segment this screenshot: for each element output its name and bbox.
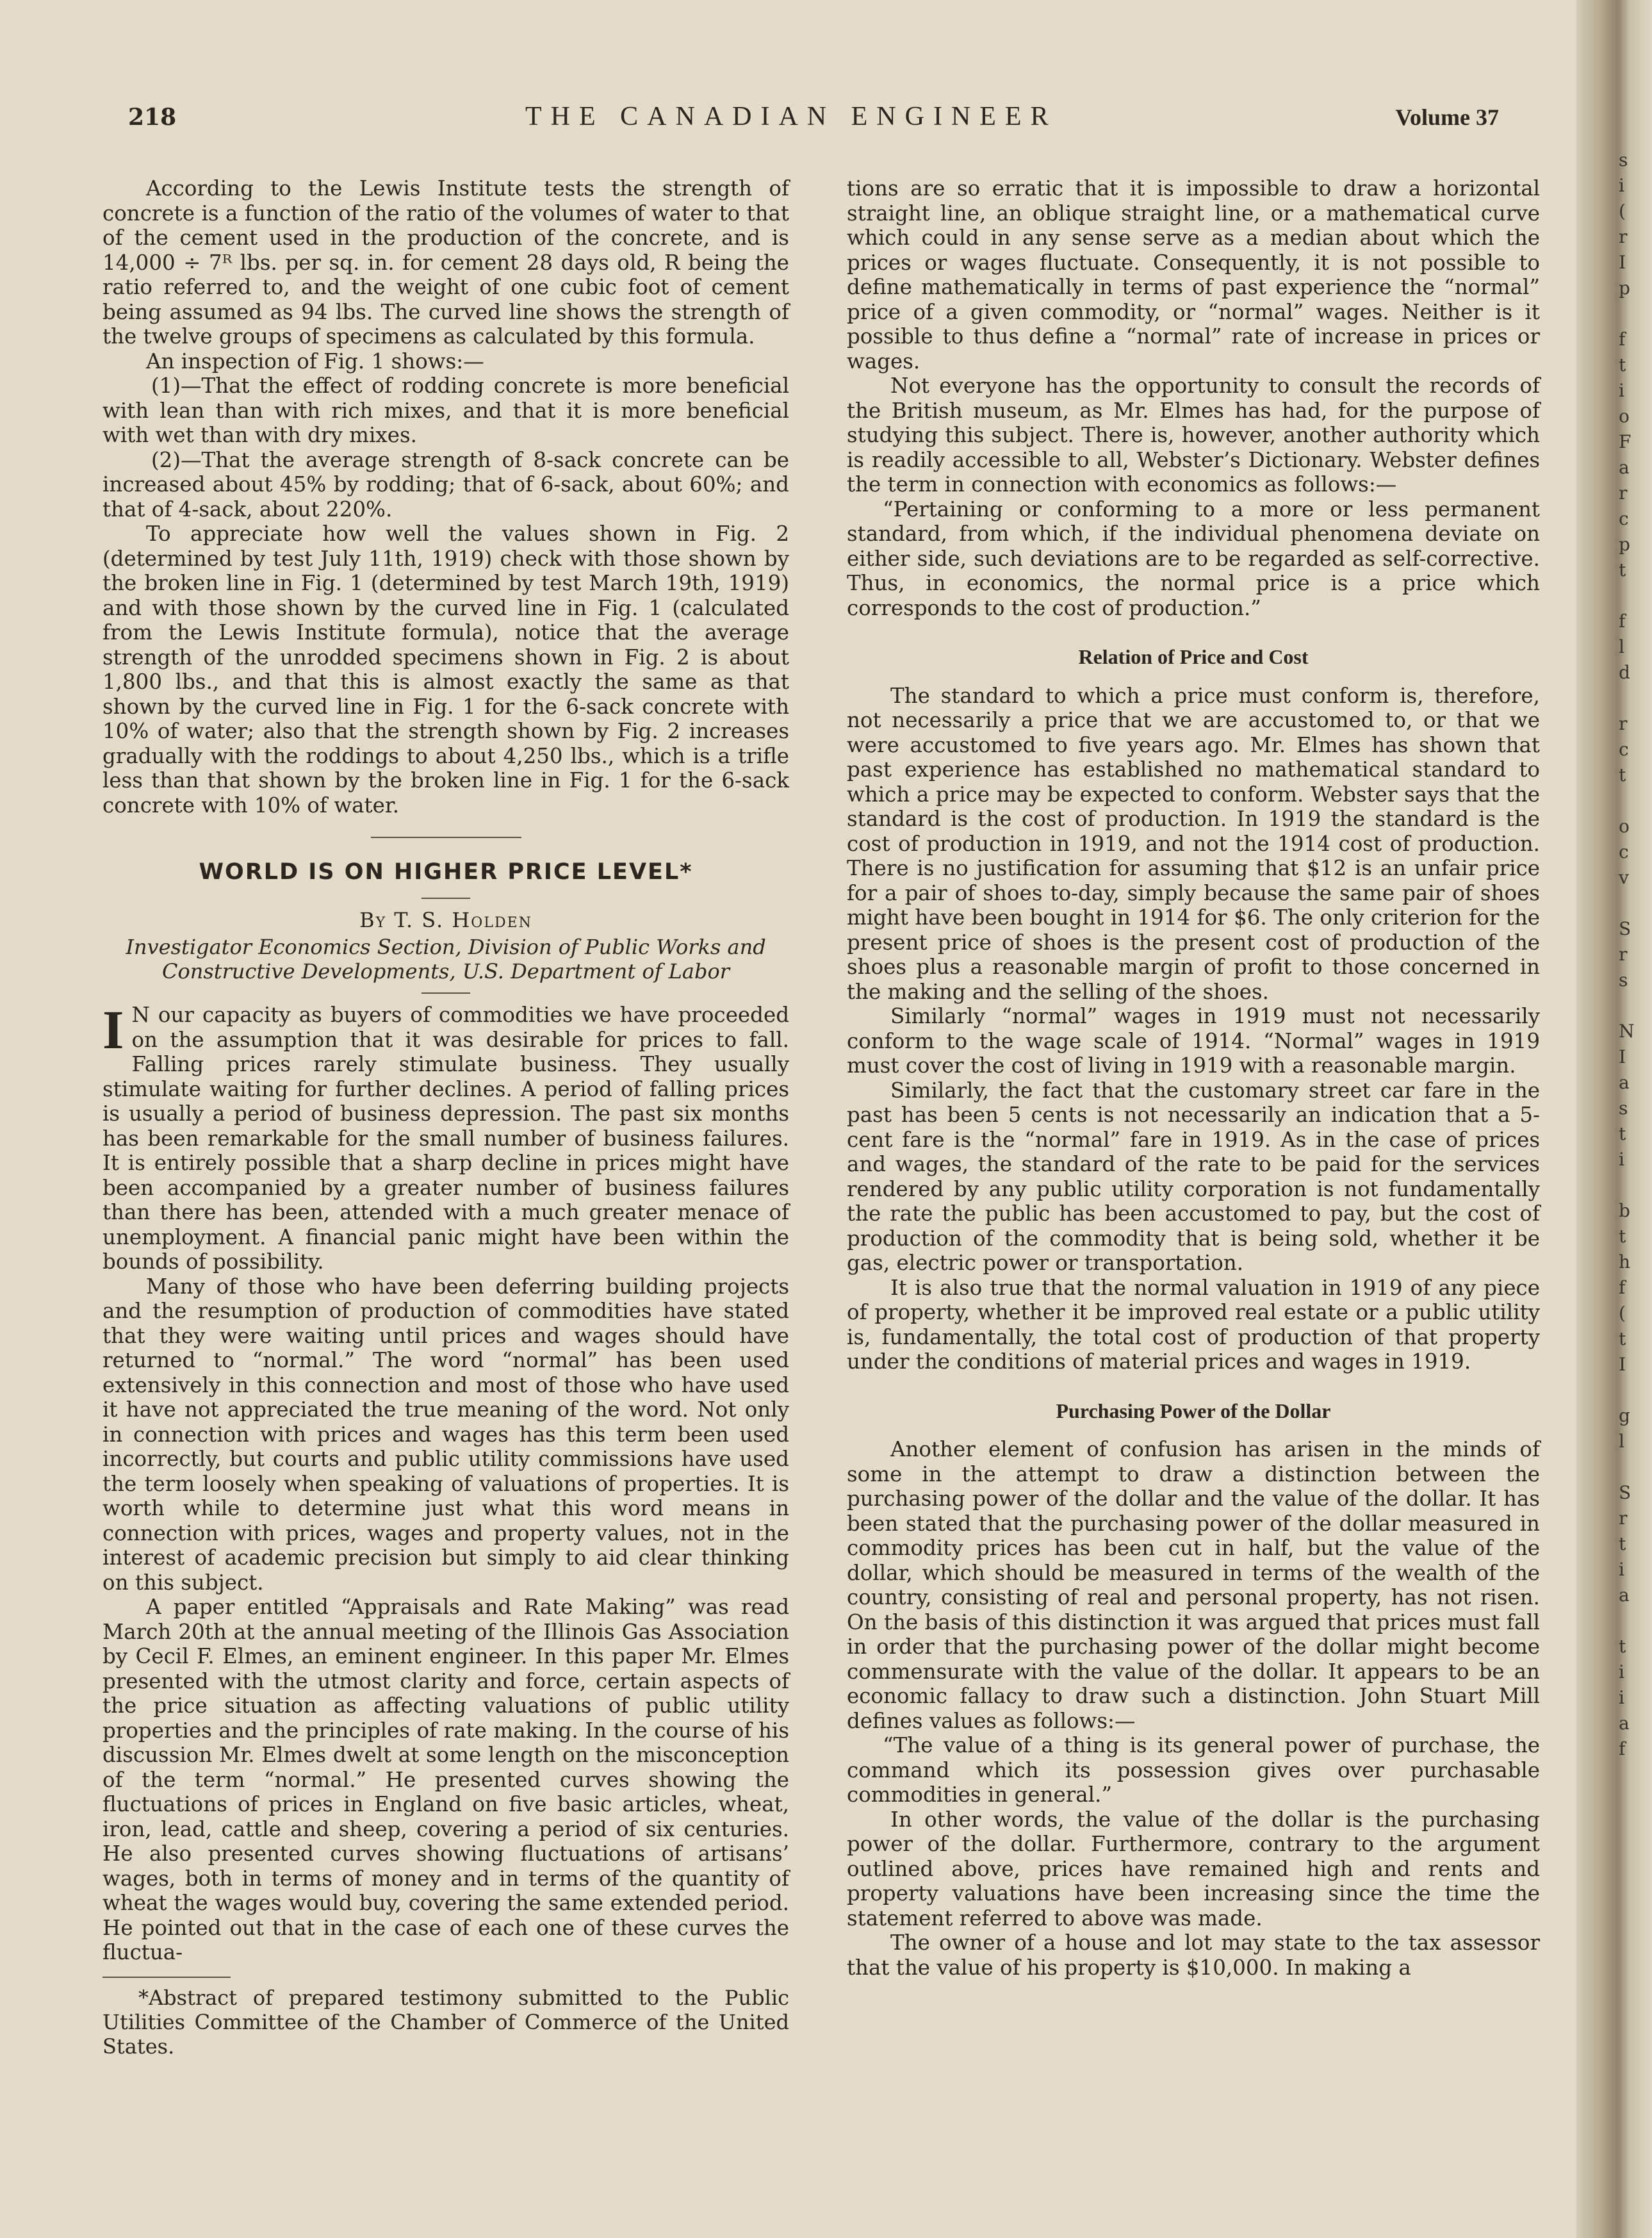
margin-fragment: i (1619, 175, 1624, 196)
margin-fragment: i (1619, 1687, 1624, 1708)
margin-fragment (1619, 891, 1644, 916)
running-head (128, 96, 1563, 147)
margin-fragment: a (1619, 1072, 1630, 1093)
margin-fragment: i (1619, 1149, 1624, 1170)
margin-fragment (1619, 301, 1644, 327)
margin-fragment (1619, 1378, 1644, 1403)
paragraph: It is also true that the normal valuation in 1919 of any piece of property, whether it be improved real estate or a public utility is, fundamentally, the total cost of production of that property under the conditions of material prices and wages in 1919. (847, 1275, 1540, 1374)
margin-fragment (1619, 788, 1644, 814)
margin-fragment: f (1619, 611, 1626, 632)
margin-fragment: a (1619, 1584, 1630, 1606)
margin-fragment: h (1619, 1251, 1631, 1272)
margin-fragment: t (1619, 764, 1626, 786)
margin-fragment: t (1619, 1636, 1626, 1657)
author-affiliation: Investigator Economics Section, Division of Public Works and Constructive Developments, U.S. Department of Labor (126, 935, 766, 983)
article-title: WORLD IS ON HIGHER PRICE LEVEL* (199, 859, 693, 885)
margin-fragment: ( (1619, 201, 1626, 222)
paragraph: To appreciate how well the values shown in Fig. 2 (determined by test July 11th, 1919) check with those shown by the broken line in Fig. 1 (determined by test March 19th, 1919) and with those shown by the curved line in Fig. 1 (calculated from the Lewis Institute formula), notice that the average strength of the unrodded specimens shown in Fig. 2 is about 1,800 lbs., and that this is almost exactly the same as that shown by the curved line in Fig. 1 for the 6-sack concrete with 10% of water; also that the strength shown by Fig. 2 increases gradually with the roddings to about 4,250 lbs., which is a trifle less than that shown by the broken line in Fig. 1 for the 6-sack concrete with 10% of water. (102, 522, 789, 818)
list-item: (2)—That the average strength of 8-sack concrete can be increased about 45% by rodding; that of 6-sack, about 60%; and that of 4-sack, about 220%. (102, 447, 789, 522)
margin-fragment: t (1619, 1533, 1626, 1554)
margin-fragment (1619, 1454, 1644, 1480)
section-heading: Purchasing Power of the Dollar (1056, 1399, 1331, 1422)
margin-fragment: N (1619, 1021, 1635, 1042)
margin-fragment: ( (1619, 1303, 1626, 1324)
paragraph: An inspection of Fig. 1 shows:— (146, 349, 484, 374)
margin-fragment: t (1619, 1123, 1626, 1144)
margin-fragment: t (1619, 354, 1626, 375)
facing-page-edge (1576, 0, 1652, 2238)
margin-fragment: i (1619, 1661, 1624, 1683)
margin-fragment: i (1619, 380, 1624, 401)
margin-fragments (1619, 147, 1644, 1762)
paragraph: The standard to which a price must conform is, therefore, not necessarily a price that we are accustomed to, or that we were accustomed to five years ago. Mr. Elmes has shown that past experience has established no mathematical standard to which a price may be expected to conform. Webster says that the standard is the cost of production. In 1919 the standard is the cost of production in 1919, and not the 1914 cost of production. There is no justification for assuming that $12 is an unfair price for a pair of shoes to-day, simply because the same pair of shoes might have been bought in 1914 for $6. The only criterion for the present price of shoes is the present cost of production of the shoes plus a reasonable margin of profit to those concerned in the making and the selling of the shoes. (847, 683, 1540, 1004)
margin-fragment: l (1619, 1431, 1624, 1452)
margin-fragment: I (1619, 1046, 1626, 1067)
left-column (102, 176, 789, 2059)
page-number: 218 (128, 104, 177, 131)
drop-cap: I (102, 999, 124, 1060)
margin-fragment: i (1619, 1559, 1624, 1580)
margin-fragment: l (1619, 636, 1624, 657)
paragraph: Similarly “normal” wages in 1919 must not necessarily conform to the wage scale of 1914. “Normal” wages in 1919 must cover the cost of living in 1919 with a reasonable margin. (847, 1004, 1540, 1078)
margin-fragment: S (1619, 918, 1632, 939)
margin-fragment: r (1619, 713, 1628, 734)
paragraph: Another element of confusion has arisen in the minds of some in the attempt to draw a distinction between the purchasing power of the dollar and the value of the dollar. It has been stated that the purchasing power of the dollar measured in commodity prices has been cut in half, but the value of the dollar, which should be measured in terms of the wealth of the country, consisting of real and personal property, has not risen. On the basis of this distinction it was argued that prices must fall in order that the purchasing power of the dollar might become commensurate with the value of the dollar. It appears to be an economic fallacy to draw such a distinction. John Stuart Mill defines values as follows:— (847, 1437, 1540, 1733)
margin-fragment: t (1619, 559, 1626, 580)
margin-fragment (1619, 583, 1644, 609)
margin-fragment: s (1619, 969, 1628, 991)
margin-fragment (1619, 993, 1644, 1019)
margin-fragment: p (1619, 277, 1630, 299)
margin-fragment: p (1619, 534, 1630, 555)
paragraph: Similarly, the fact that the customary street car fare in the past has been 5 cents is not necessarily an indication that a 5-cent fare is the “normal” fare in 1919. As in the case of prices and wages, the standard of the rate to be paid for the services rendered by any public utility corporation is not fundamentally the rate the public has been accustomed to pay, but the cost of production of the commodity that is being sold, whether it be gas, electric power or transportation. (847, 1078, 1540, 1275)
paragraph: A paper entitled “Appraisals and Rate Making” was read March 20th at the annual meeting of the Illinois Gas Association by Cecil F. Elmes, an eminent engineer. In this paper Mr. Elmes presented with the utmost clarity and force, certain aspects of the price situation as affecting valuations of public utility properties and the principles of rate making. In the course of his discussion Mr. Elmes dwelt at some length on the misconception of the term “normal.” He presented curves showing the fluctuations of prices in England on five basic articles, wheat, iron, lead, cattle and sheep, covering a period of six centuries. He also presented curves showing fluctuations of artisans’ wages, both in terms of money and in terms of the quantity of wheat the wages would buy, covering the same extended period. He pointed out that in the case of each one of these curves the fluctua- (102, 1595, 789, 1964)
margin-fragment: I (1619, 1354, 1626, 1375)
margin-fragment: o (1619, 816, 1630, 837)
journal-title: THE CANADIAN ENGINEER (525, 102, 1058, 131)
byline-divider (421, 992, 470, 994)
lead-paragraph-text: N our capacity as buyers of commodities we have proceeded on the assumption that it was desirable for prices to fall. Falling prices rarely stimulate business. They usually stimulate waiting for further declines. A period of falling prices is usually a period of business depression. The past six months has been remarkable for the small number of business failures. It is entirely possible that a sharp decline in prices might have been accompanied by a greater number of business failures than there has been, attended with a much greater menace of unemployment. A financial panic might have been within the bounds of possibility. (102, 1003, 789, 1274)
block-quote: “The value of a thing is its general power of purchase, the command which its possession gives over purchasable commodities in general.” (847, 1733, 1540, 1807)
byline: By T. S. Holden (359, 907, 532, 932)
margin-fragment (1619, 1172, 1644, 1198)
paragraph: Not everyone has the opportunity to consult the records of the British museum, as Mr. Elmes has had, for the purpose of studying this subject. There is, however, another authority which is readily accessible to all, Webster’s Dictionary. Webster defines the term in connection with economics as follows:— (847, 374, 1540, 497)
volume-label: Volume 37 (1395, 104, 1499, 130)
margin-fragment: g (1619, 1405, 1630, 1426)
margin-fragment: t (1619, 1328, 1626, 1349)
margin-fragment: S (1619, 1482, 1632, 1503)
margin-fragment: t (1619, 1226, 1626, 1247)
margin-fragment: I (1619, 252, 1626, 273)
margin-fragment: F (1619, 431, 1632, 452)
footnote (102, 1986, 789, 2059)
margin-fragment: o (1619, 406, 1630, 427)
margin-fragment: v (1619, 867, 1629, 888)
paragraph: According to the Lewis Institute tests the strength of concrete is a function of the ratio of the volumes of water to that of the cement used in the production of the concrete, and is 14,000 ÷ 7ᴿ lbs. per sq. in. for cement 28 days old, R being the ratio referred to, and the weight of one cubic foot of cement being assumed as 94 lbs. The curved line shows the strength of the twelve groups of specimens as calculated by this formula. (102, 176, 789, 349)
margin-fragment: c (1619, 508, 1629, 529)
paragraph: The owner of a house and lot may state to the tax assessor that the value of his property is $10,000. In making a (847, 1930, 1540, 1980)
margin-fragment (1619, 686, 1644, 711)
right-column (847, 176, 1540, 1980)
margin-fragment (1619, 1608, 1644, 1634)
margin-fragment: r (1619, 1508, 1628, 1529)
lead-paragraph (102, 999, 789, 1274)
margin-fragment: r (1619, 226, 1628, 247)
footnote-text: *Abstract of prepared testimony submitted to the Public Utilities Committee of the Chamber of Commerce of the United States. (102, 1985, 789, 2059)
paragraph: tions are so erratic that it is impossible to draw a horizontal straight line, an oblique straight line, or a mathematical curve which could in any sense serve as a median about which the prices or wages fluctuate. Consequently, it is not possible to define mathematically in terms of past experience the “normal” price of a given commodity, or “normal” wages. Neither is it possible to thus define a “normal” rate of increase in prices or wages. (847, 176, 1540, 374)
margin-fragment: f (1619, 329, 1626, 350)
margin-fragment: b (1619, 1200, 1630, 1221)
margin-fragment: a (1619, 457, 1630, 478)
paragraph: In other words, the value of the dollar is the purchasing power of the dollar. Furthermore, contrary to the argument outlined above, prices have remained high and rents and property valuations have been increasing since the time the statement referred to above was made. (847, 1807, 1540, 1930)
footnote-rule (102, 1977, 231, 1978)
margin-fragment: f (1619, 1738, 1626, 1759)
margin-fragment: f (1619, 1277, 1626, 1298)
margin-fragment: r (1619, 944, 1628, 965)
margin-fragment: c (1619, 841, 1629, 862)
margin-fragment: c (1619, 739, 1629, 760)
margin-fragment: s (1619, 1098, 1628, 1119)
margin-fragment: r (1619, 482, 1628, 504)
margin-fragment: d (1619, 662, 1630, 683)
section-heading: Relation of Price and Cost (1078, 645, 1309, 668)
list-item: (1)—That the effect of rodding concrete is more beneficial with lean than with rich mixes, and that it is more beneficial with wet than with dry mixes. (102, 374, 789, 447)
paragraph: Many of those who have been deferring building projects and the resumption of production of commodities have stated that they were waiting until prices and wages should have returned to “normal.” The word “normal” has been used extensively in this connection and most of those who have used it have not appreciated the true meaning of the word. Not only in connection with prices and wages has this term been used incorrectly, but courts and public utility commissions have used the term loosely when speaking of valuations of properties. It is worth while to determine just what this word means in connection with prices, wages and property values, not in the interest of academic precision but simply to aid clear thinking on this subject. (102, 1274, 789, 1595)
margin-fragment: a (1619, 1713, 1630, 1734)
title-divider (421, 898, 470, 899)
section-divider (371, 837, 521, 838)
margin-fragment: s (1619, 149, 1628, 170)
block-quote: “Pertaining or conforming to a more or less permanent standard, from which, if the individual phenomena deviate on either side, such deviations are to be regarded as self-corrective. Thus, in economics, the normal price is a price which corresponds to the cost of production.” (847, 497, 1540, 620)
